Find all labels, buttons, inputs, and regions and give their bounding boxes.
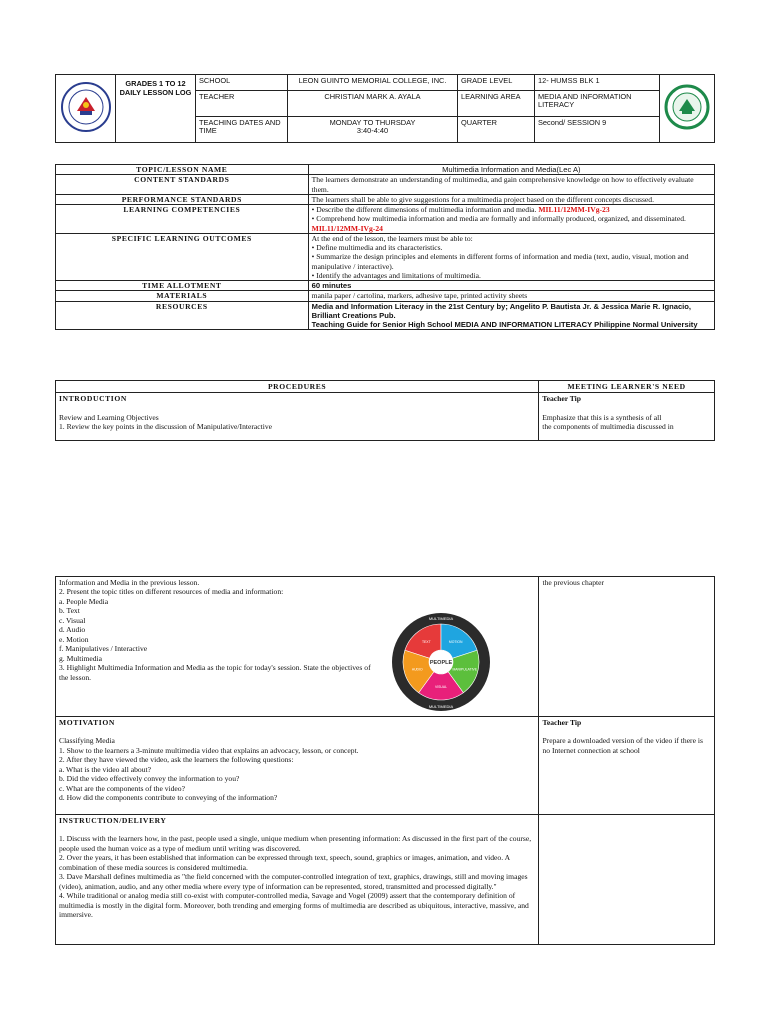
introduction-tip-cell bbox=[539, 393, 715, 441]
school-label: SCHOOL bbox=[196, 75, 288, 91]
wheel-label-audio: AUDIO bbox=[411, 667, 423, 672]
competency-1: • Describe the different dimensions of multimedia information and media. bbox=[311, 205, 537, 214]
school-seal-icon bbox=[664, 84, 710, 130]
outcomes-intro: At the end of the lesson, the learners must be able to: bbox=[311, 233, 473, 243]
school-logo-cell bbox=[660, 75, 715, 143]
grade-level-value: 12- HUMSS BLK 1 bbox=[535, 75, 660, 91]
dates-time: 3:40-4:40 bbox=[356, 126, 389, 136]
introduction-continued-cell bbox=[56, 577, 539, 717]
resource-2: Teaching Guide for Senior High School MEDIA AND INFORMATION LITERACY Philippine Normal University bbox=[311, 320, 698, 329]
dates-value bbox=[288, 116, 458, 142]
school-value: LEON GUINTO MEMORIAL COLLEGE, INC. bbox=[288, 75, 458, 91]
instruction-para-1: 1. Discuss with the learners how, in the past, people used a single, unique medium when presenting information: As discussed in the first part of the course, people used the human voice as a type of medium until writing was discovered. bbox=[59, 834, 532, 853]
deped-seal-icon bbox=[60, 81, 112, 133]
lesson-log-header bbox=[55, 74, 715, 143]
wheel-top-label: MULTIMEDIA bbox=[428, 616, 454, 621]
wheel-label-visual: VISUAL bbox=[434, 685, 448, 689]
deped-logo-cell bbox=[56, 75, 116, 143]
cont-line-1: Information and Media in the previous lesson. bbox=[59, 578, 200, 587]
teacher-value: CHRISTIAN MARK A. AYALA bbox=[288, 90, 458, 116]
time-allotment-label: TIME ALLOTMENT bbox=[56, 281, 309, 291]
wheel-label-manipulative: MANIPULATIVE bbox=[452, 667, 478, 672]
grade-level-label: GRADE LEVEL bbox=[458, 75, 535, 91]
resources-value bbox=[308, 301, 714, 330]
media-item-7: g. Multimedia bbox=[59, 653, 103, 663]
wheel-center-label: PEOPLE bbox=[429, 660, 453, 666]
quarter-label: QUARTER bbox=[458, 116, 535, 142]
resource-1: Media and Information Literacy in the 21st Century by; Angelito P. Bautista Jr. & Jessica Marie R. Ignacio, Brilliant Creations Pub. bbox=[311, 301, 692, 320]
motivation-line-3: 2. After they have viewed the video, ask the learners the following questions: bbox=[59, 755, 294, 765]
intro-line-1: Review and Learning Objectives bbox=[59, 412, 159, 422]
motivation-line-5: b. Did the video effectively convey the information to you? bbox=[59, 774, 240, 784]
intro-teacher-tip: Teacher Tip bbox=[542, 394, 581, 404]
motivation-cell bbox=[56, 717, 539, 815]
quarter-value: Second/ SESSION 9 bbox=[535, 116, 660, 142]
multimedia-wheel-graphic bbox=[391, 612, 491, 712]
competency-1-code: MIL11/12MM-IVg-23 bbox=[538, 205, 610, 214]
learners-need-heading: MEETING LEARNER'S NEED bbox=[539, 381, 715, 393]
competencies-value bbox=[308, 205, 714, 234]
form-title: GRADES 1 TO 12 DAILY LESSON LOG bbox=[116, 75, 196, 143]
competency-2-code: MIL11/12MM-IVg-24 bbox=[311, 223, 383, 233]
intro-tip-line-1: Emphasize that this is a synthesis of all bbox=[542, 412, 662, 422]
learning-area-value: MEDIA AND INFORMATION LITERACY bbox=[535, 90, 660, 116]
motivation-line-6: c. What are the components of the video? bbox=[59, 783, 185, 793]
motivation-tip-cell bbox=[539, 717, 715, 815]
media-item-4: d. Audio bbox=[59, 625, 86, 635]
resources-label: RESOURCES bbox=[56, 301, 309, 330]
procedures-table-bottom bbox=[55, 576, 715, 945]
teacher-label: TEACHER bbox=[196, 90, 288, 116]
competencies-label: LEARNING COMPETENCIES bbox=[56, 205, 309, 234]
media-item-3: c. Visual bbox=[59, 615, 86, 625]
media-item-2: b. Text bbox=[59, 606, 80, 616]
introduction-continued-tip-cell: the previous chapter bbox=[539, 577, 715, 717]
introduction-heading: INTRODUCTION bbox=[59, 394, 127, 404]
outcome-3: • Identify the advantages and limitations of multimedia. bbox=[311, 270, 481, 280]
outcomes-value bbox=[308, 233, 714, 280]
wheel-label-motion: MOTION bbox=[448, 639, 463, 644]
motivation-teacher-tip: Teacher Tip bbox=[542, 718, 582, 727]
intro-line-2: 1. Review the key points in the discussion of Manipulative/Interactive bbox=[59, 422, 272, 432]
wheel-bottom-label: MULTIMEDIA bbox=[428, 704, 454, 709]
motivation-line-2: 1. Show to the learners a 3-minute multimedia video that explains an advocacy, lesson, or concept. bbox=[59, 745, 359, 755]
materials-value: manila paper / cartolina, markers, adhesive tape, printed activity sheets bbox=[308, 291, 714, 301]
wheel-label-text: TEXT bbox=[421, 639, 431, 644]
procedures-heading: PROCEDURES bbox=[56, 381, 539, 393]
motivation-line-4: a. What is the video all about? bbox=[59, 764, 152, 774]
motivation-line-7: d. How did the components contribute to conveying of the information? bbox=[59, 793, 278, 803]
motivation-heading: MOTIVATION bbox=[59, 718, 115, 727]
media-item-5: e. Motion bbox=[59, 634, 89, 644]
media-item-6: f. Manipulatives / Interactive bbox=[59, 644, 148, 654]
competency-2: • Comprehend how multimedia information and media are formally and informally produced, organized, and disseminated. bbox=[311, 214, 686, 224]
time-allotment-value: 60 minutes bbox=[308, 281, 714, 291]
instruction-tip-cell bbox=[539, 815, 715, 945]
dates-label: TEACHING DATES AND TIME bbox=[196, 116, 288, 142]
topic-value: Multimedia Information and Media(Lec A) bbox=[308, 165, 714, 175]
content-standards-label: CONTENT STANDARDS bbox=[56, 175, 309, 195]
introduction-cell bbox=[56, 393, 539, 441]
outcomes-label: SPECIFIC LEARNING OUTCOMES bbox=[56, 233, 309, 280]
learning-area-label: LEARNING AREA bbox=[458, 90, 535, 116]
instruction-cell bbox=[56, 815, 539, 945]
dates-days: MONDAY TO THURSDAY bbox=[329, 117, 416, 127]
instruction-heading: INSTRUCTION/DELIVERY bbox=[59, 816, 167, 825]
materials-label: MATERIALS bbox=[56, 291, 309, 301]
instruction-para-4: 4. While traditional or analog media still co-exist with computer-controlled media, Savage and Vogel (2009) assert that the contemporary definition of multimedia is mostly in the digital form. Moreover, both trending and emerging forms of multimedia are described as ubiquitous, interactive, massive, and immersive. bbox=[59, 891, 529, 920]
motivation-tip-text: Prepare a downloaded version of the video if there is no Internet connection at school bbox=[542, 736, 703, 755]
instruction-para-2: 2. Over the years, it has been established that information can be expressed through text, speech, sound, graphics or images, animation, and video. A combination of these media sources is considered multimedia. bbox=[59, 853, 510, 872]
motivation-line-1: Classifying Media bbox=[59, 736, 115, 746]
cont-line-3: 3. Highlight Multimedia Information and Media as the topic for today's session. State the objectives of the lesson. bbox=[59, 663, 371, 682]
cont-line-2: 2. Present the topic titles on different resources of media and information: bbox=[59, 587, 284, 597]
lesson-details-table bbox=[55, 164, 715, 330]
outcome-2: • Summarize the design principles and elements in different forms of information and media (text, audio, visual, motion and manipulative / interactive). bbox=[311, 252, 689, 271]
performance-standards-label: PERFORMANCE STANDARDS bbox=[56, 194, 309, 204]
intro-tip-line-2: the components of multimedia discussed in bbox=[542, 422, 674, 432]
procedures-table-top bbox=[55, 380, 715, 441]
media-item-1: a. People Media bbox=[59, 596, 109, 606]
instruction-para-3: 3. Dave Marshall defines multimedia as "the field concerned with the computer-controlled integration of text, graphics, drawings, still and moving images (video), animation, audio, and any other media where every type of information can be represented, stored, transmitted and processed digitally." bbox=[59, 872, 528, 891]
outcome-1: • Define multimedia and its characteristics. bbox=[311, 243, 443, 252]
content-standards-value: The learners demonstrate an understanding of multimedia, and gain comprehensive knowledge on how to effectively evaluate them. bbox=[308, 175, 714, 195]
topic-label: TOPIC/LESSON NAME bbox=[56, 165, 309, 175]
performance-standards-value: The learners shall be able to give suggestions for a multimedia project based on the different concepts discussed. bbox=[308, 194, 714, 204]
